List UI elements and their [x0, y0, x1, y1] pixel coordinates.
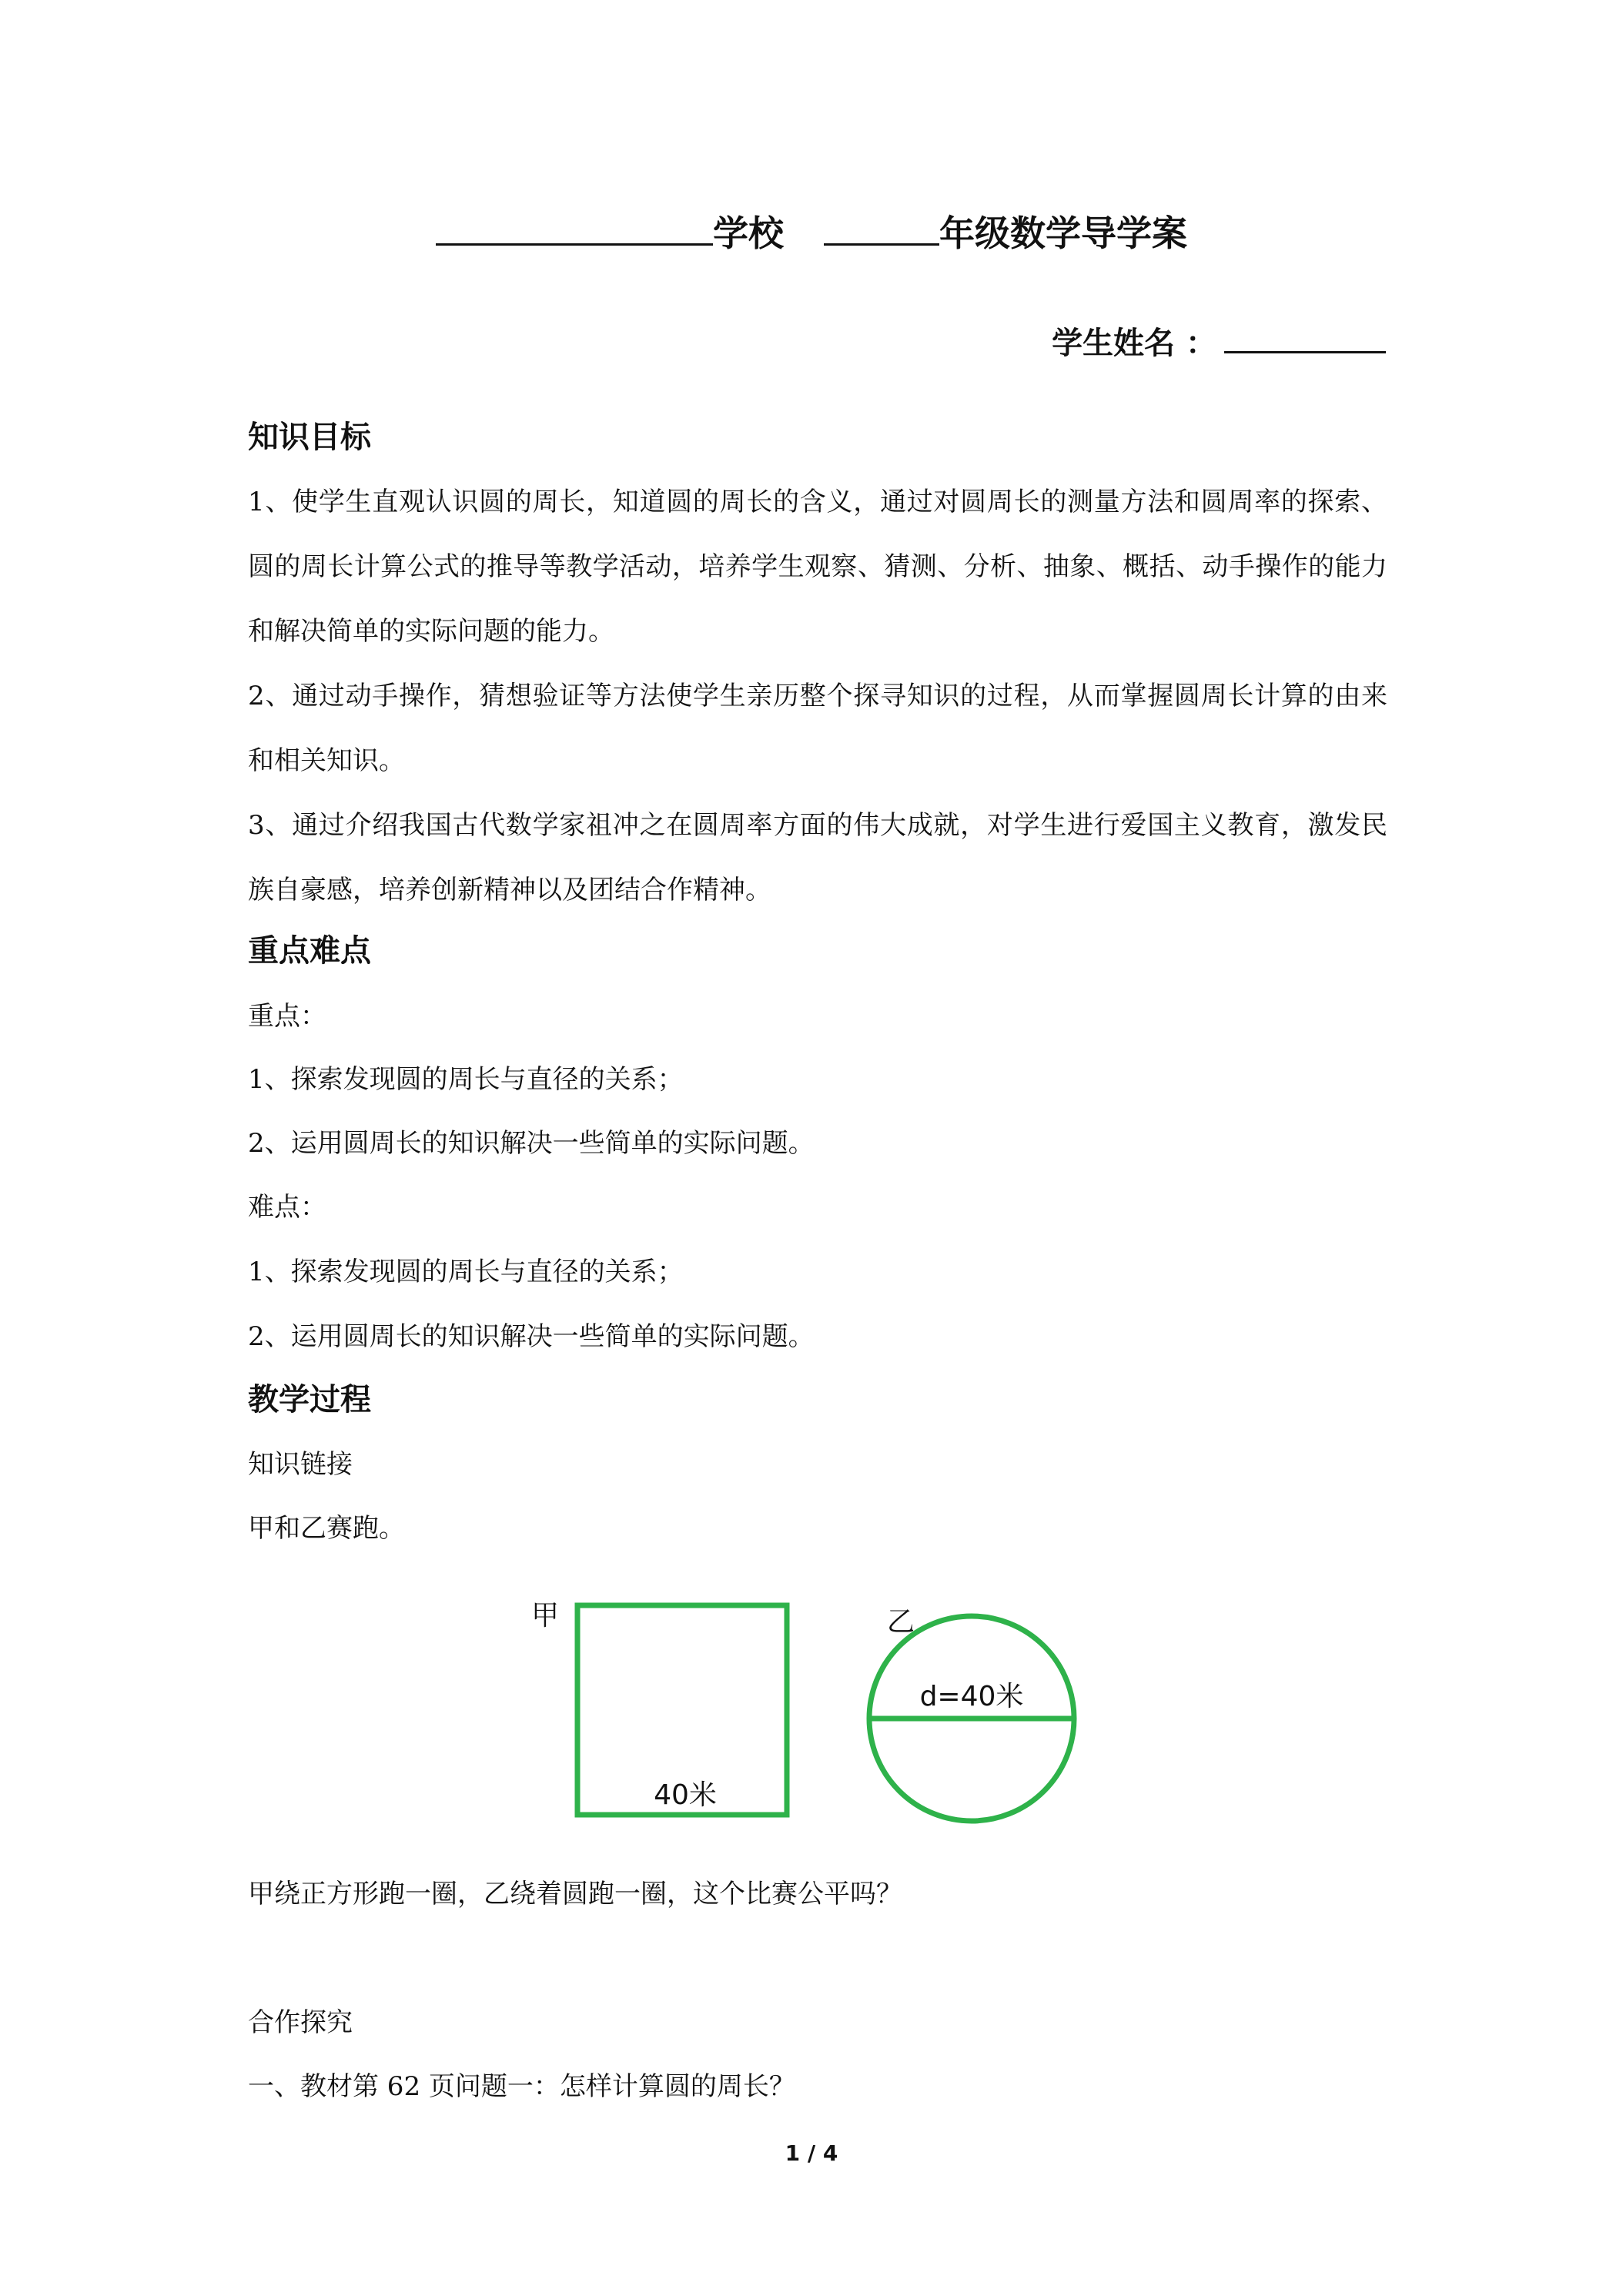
square-label: 甲 [531, 1600, 560, 1632]
objective-item-2: 2、通过动手操作，猜想验证等方法使学生亲历整个探寻知识的过程，从而掌握圆周长计算的由来和相关知识。 [248, 681, 1387, 776]
school-suffix: 学校 [713, 213, 784, 254]
square-side-label: 40米 [654, 1779, 717, 1811]
student-name-row [1052, 316, 1386, 366]
circle-label: 乙 [887, 1606, 915, 1638]
page-title [0, 208, 1623, 258]
key-item-2: 2、运用圆周长的知识解决一些简单的实际问题。 [248, 1128, 815, 1159]
race-track-figure [531, 1586, 1101, 1832]
student-name-label: 学生姓名 ： [1052, 326, 1216, 361]
key-label: 重点： [248, 1001, 326, 1032]
objective-item-3: 3、通过介绍我国古代数学家祖冲之在圆周率方面的伟大成就，对学生进行爱国主义教育，激发民族自豪感，培养创新精神以及团结合作精神。 [248, 810, 1387, 905]
key-points-heading: 重点难点 [248, 933, 371, 969]
knowledge-link-label: 知识链接 [248, 1449, 353, 1480]
circle-diameter-label: d=40米 [919, 1681, 1024, 1712]
school-name-blank[interactable] [436, 208, 713, 246]
race-intro: 甲和乙赛跑。 [248, 1513, 405, 1544]
objective-item-1: 1、使学生直观认识圆的周长，知道圆的周长的含义，通过对圆周长的测量方法和圆周率的探索、圆的周长计算公式的推导等教学活动，培养学生观察、猜测、分析、抽象、概括、动手操作的能力和解决简单的实际问题的能力。 [248, 487, 1387, 647]
process-heading: 教学过程 [248, 1382, 371, 1417]
cooperative-explore-label: 合作探究 [248, 2007, 353, 2038]
key-item-1: 1、探索发现圆的周长与直径的关系； [248, 1064, 684, 1095]
difficult-label: 难点： [248, 1192, 326, 1223]
difficult-item-2: 2、运用圆周长的知识解决一些简单的实际问题。 [248, 1321, 815, 1352]
objectives-heading: 知识目标 [248, 420, 371, 455]
grade-suffix: 年级数学导学案 [939, 213, 1187, 254]
race-question: 甲绕正方形跑一圈，乙绕着圆跑一圈，这个比赛公平吗？ [248, 1879, 902, 1909]
student-name-blank[interactable] [1224, 316, 1386, 353]
explore-item-1: 一、教材第 62 页问题一：怎样计算圆的周长？ [248, 2071, 795, 2102]
difficult-item-1: 1、探索发现圆的周长与直径的关系； [248, 1257, 684, 1287]
grade-blank[interactable] [824, 208, 939, 246]
page-number: 1 / 4 [785, 2140, 838, 2166]
